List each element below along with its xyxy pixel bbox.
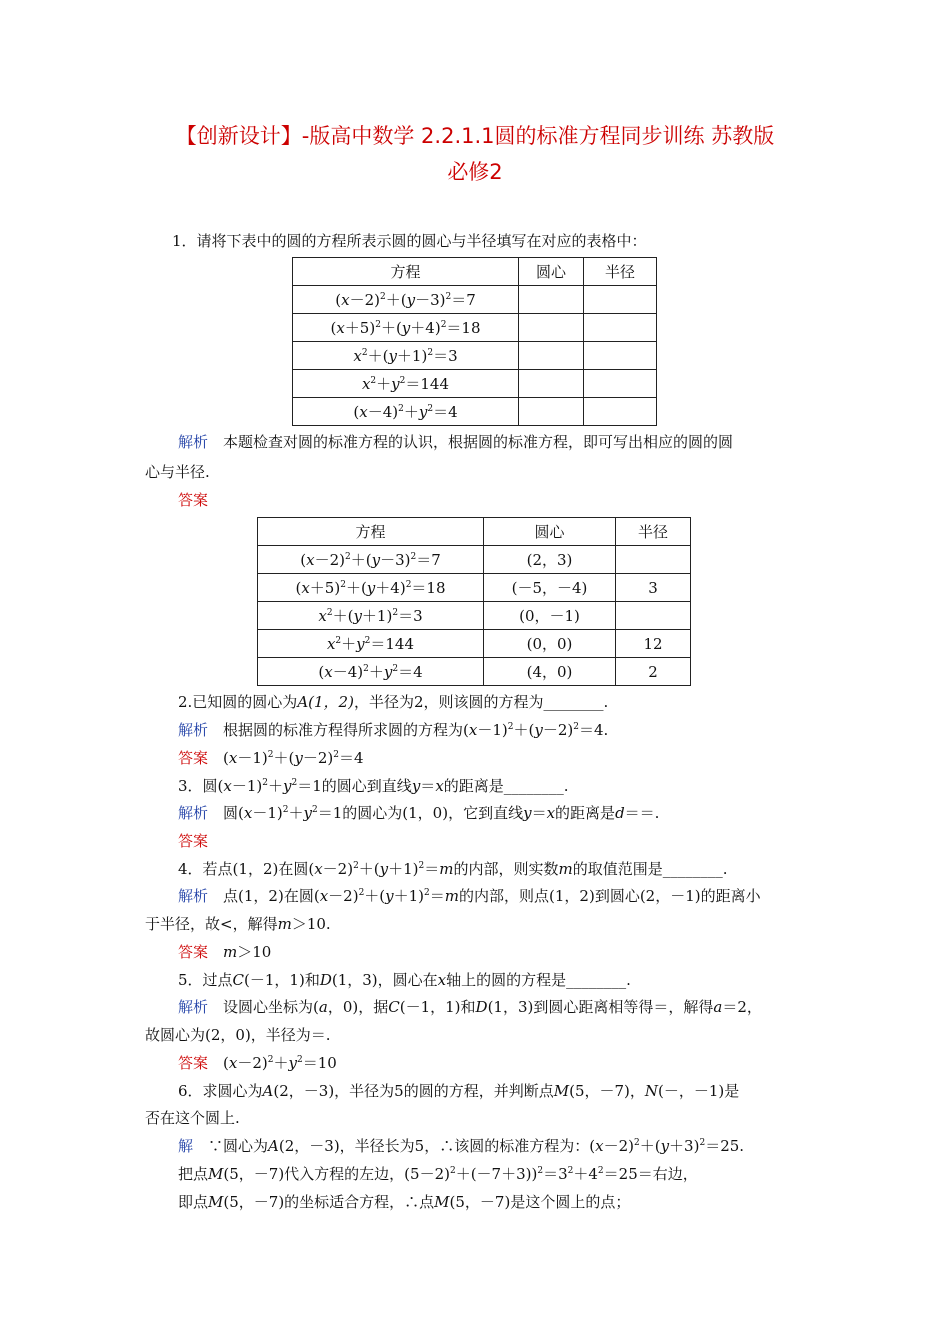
table-row: [293, 398, 657, 426]
table-row: [258, 574, 691, 602]
equation-cell: $x^2+y^2=144$: [258, 630, 484, 658]
q1-stem: 1．请将下表中的圆的方程所表示圆的圆心与半径填写在对应的表格中：: [172, 232, 647, 250]
equation-cell: $(x-4)^2+y^2=4$: [293, 398, 519, 426]
center-cell: (0，0): [484, 630, 616, 658]
table-header-center: 圆心: [519, 258, 584, 286]
table-header-equation: 方程: [293, 258, 519, 286]
radius-cell: [616, 602, 691, 630]
radius-cell: [584, 370, 657, 398]
q5-stem: 5．过点C(－1，1)和D(1，3)，圆心在x轴上的圆的方程是________.: [178, 971, 631, 989]
center-cell: (0，－1): [484, 602, 616, 630]
table-row: [258, 546, 691, 574]
q1-analysis-line-2: 心与半径.: [145, 463, 210, 481]
table-row: [258, 630, 691, 658]
table-header-equation: 方程: [258, 518, 484, 546]
q4-analysis-line-2: 于半径，故<，解得m＞10.: [145, 915, 331, 933]
center-cell: [519, 286, 584, 314]
q4-analysis-line-1: 解析 点(1，2)在圆$(x-2)^2+(y+1)^2=m$的内部，则点(1，2)到圆心(2，－1)的距离小: [178, 887, 761, 905]
q2-analysis: 解析 根据圆的标准方程得所求圆的方程为$(x-1)^2+(y-2)^2=4$.: [178, 721, 609, 739]
table-row: [293, 314, 657, 342]
analysis-label: 解析: [178, 433, 209, 451]
center-cell: (2，3): [484, 546, 616, 574]
title-line-1: 【创新设计】-版高中数学 2.2.1.1圆的标准方程同步训练 苏教版: [175, 124, 775, 148]
q6-solution-line-2: 把点M(5，－7)代入方程的左边，$(5-2)^2+(-7+3))^2=3^2+4^2=25=$右边，: [178, 1165, 698, 1183]
table-row: [293, 342, 657, 370]
equation-cell: $(x+5)^2+(y+4)^2=18$: [293, 314, 519, 342]
equation-cell: $(x-4)^2+y^2=4$: [258, 658, 484, 686]
radius-cell: 2: [616, 658, 691, 686]
q5-analysis-line-2: 故圆心为(2，0)，半径为＝.: [145, 1026, 331, 1044]
q5-answer: 答案 $(x-2)^2+y^2=10$: [178, 1054, 337, 1072]
q1-answer-table: [257, 517, 691, 686]
radius-cell: [584, 398, 657, 426]
table-row: [293, 286, 657, 314]
q5-analysis-line-1: 解析 设圆心坐标为(a，0)，据C(－1，1)和D(1，3)到圆心距离相等得＝，解得a＝2，: [178, 998, 762, 1016]
q1-blank-table: [292, 257, 657, 426]
table-row: [258, 658, 691, 686]
q1-analysis-line-1: 解析 本题检查对圆的标准方程的认识，根据圆的标准方程，即可写出相应的圆的圆: [178, 433, 734, 451]
table-header-center: 圆心: [484, 518, 616, 546]
q6-stem-line-1: 6．求圆心为A(2，－3)，半径为5的圆的方程，并判断点M(5，－7)，N(－，－1)是: [178, 1082, 740, 1100]
center-cell: (4，0): [484, 658, 616, 686]
table-header-radius: 半径: [584, 258, 657, 286]
equation-cell: $x^2+(y+1)^2=3$: [258, 602, 484, 630]
center-cell: [519, 370, 584, 398]
q3-stem: 3．圆$(x-1)^2+y^2=1$的圆心到直线y＝x的距离是________.: [178, 777, 569, 795]
center-cell: [519, 342, 584, 370]
table-row: [258, 602, 691, 630]
q4-stem: 4．若点(1，2)在圆$(x-2)^2+(y+1)^2=m$的内部，则实数m的取值范围是________.: [178, 860, 728, 878]
center-cell: [519, 314, 584, 342]
equation-cell: $(x-2)^2+(y-3)^2=7$: [258, 546, 484, 574]
center-cell: [519, 398, 584, 426]
radius-cell: [584, 342, 657, 370]
document-title: [120, 118, 830, 190]
table-row: [293, 370, 657, 398]
q1-answer-label: 答案: [178, 491, 209, 509]
radius-cell: [616, 546, 691, 574]
title-line-2: 必修2: [447, 160, 503, 184]
table-header-radius: 半径: [616, 518, 691, 546]
q4-answer: 答案 m＞10: [178, 943, 272, 961]
equation-cell: $(x+5)^2+(y+4)^2=18$: [258, 574, 484, 602]
q3-analysis: 解析 圆$(x-1)^2+y^2=1$的圆心为(1，0)，它到直线y＝x的距离是d＝＝.: [178, 804, 660, 822]
q6-stem-line-2: 否在这个圆上.: [145, 1109, 240, 1127]
equation-cell: $x^2+y^2=144$: [293, 370, 519, 398]
q6-solution-line-1: 解 ∵圆心为A(2，－3)，半径长为5，∴该圆的标准方程为：$(x-2)^2+(y+3)^2=25$.: [178, 1137, 745, 1155]
q6-solution-line-3: 即点M(5，－7)的坐标适合方程，∴点M(5，－7)是这个圆上的点；: [178, 1193, 631, 1211]
radius-cell: [584, 286, 657, 314]
center-cell: (－5，－4): [484, 574, 616, 602]
q2-answer: 答案 $(x-1)^2+(y-2)^2=4$: [178, 749, 364, 767]
radius-cell: 3: [616, 574, 691, 602]
equation-cell: $(x-2)^2+(y-3)^2=7$: [293, 286, 519, 314]
radius-cell: [584, 314, 657, 342]
equation-cell: $x^2+(y+1)^2=3$: [293, 342, 519, 370]
radius-cell: 12: [616, 630, 691, 658]
q2-stem: 2.已知圆的圆心为A(1，2)，半径为2，则该圆的方程为________.: [178, 693, 609, 711]
q3-answer-label: 答案: [178, 832, 209, 850]
